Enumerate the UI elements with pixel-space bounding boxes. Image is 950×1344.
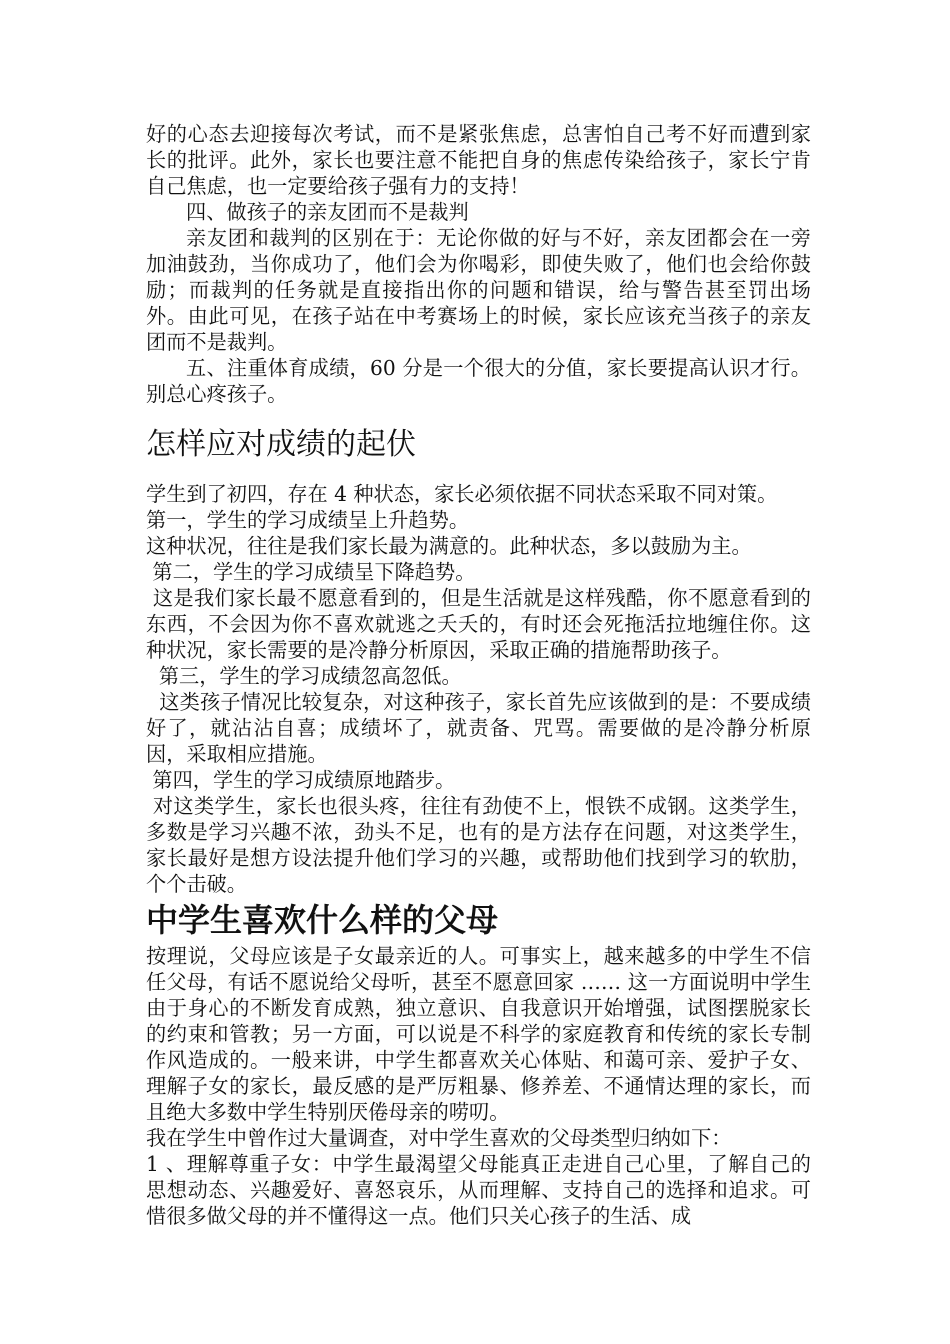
paragraph: 这是我们家长最不愿意看到的，但是生活就是这样残酷，你不愿意看到的东西，不会因为你不喜欢就逃之夭夭的，有时还会死拖活拉地缠住你。这种状况，家长需要的是冷静分析原因，采取正确的措施帮助孩子。 [146,586,811,662]
paragraph: 这类孩子情况比较复杂，对这种孩子，家长首先应该做到的是：不要成绩好了，就沾沾自喜；成绩坏了，就责备、咒骂。需要做的是冷静分析原因，采取相应措施。 [146,690,811,766]
paragraph: 按理说，父母应该是子女最亲近的人。可事实上，越来越多的中学生不信任父母，有话不愿说给父母听，甚至不愿意回家 …… 这一方面说明中学生由于身心的不断发育成熟，独立意识、自我意识开始增强，试图摆脱家长的约束和管教；另一方面，可以说是不科学的家庭教育和传统的家长专制作风造成的。一般来讲，中学生都喜欢关心体贴、和蔼可亲、爱护子女、理解子女的家长，最反感的是严厉粗暴、修养差、不通情达理的家长，而且绝大多数中学生特别厌倦母亲的唠叨。 [146,944,811,1124]
paragraph: 第一，学生的学习成绩呈上升趋势。 [146,508,470,532]
intro-continuation: 好的心态去迎接每次考试，而不是紧张焦虑，总害怕自己考不好而遭到家长的批评。此外，家长也要注意不能把自身的焦虑传染给孩子，家长宁肯自己焦虑，也一定要给孩子强有力的支持！ [146,122,811,198]
paragraph: 第四，学生的学习成绩原地踏步。 [146,768,456,792]
paragraph: 1 、理解尊重子女：中学生最渴望父母能真正走进自己心里，了解自己的思想动态、兴趣爱好、喜怒哀乐，从而理解、支持自己的选择和追求。可惜很多做父母的并不懂得这一点。他们只关心孩子的生活、成 [146,1152,811,1228]
section-heading-preferred-parents: 中学生喜欢什么样的父母 [146,901,499,939]
paragraph: 我在学生中曾作过大量调查，对中学生喜欢的父母类型归纳如下： [146,1126,732,1150]
point-4-body: 亲友团和裁判的区别在于：无论你做的好与不好，亲友团都会在一旁加油鼓劲，当你成功了，他们会为你喝彩，即使失败了，他们也会给你鼓励；而裁判的任务就是直接指出你的问题和错误，给与警告甚至罚出场外。由此可见，在孩子站在中考赛场上的时候，家长应该充当孩子的亲友团而不是裁判。 [146,226,811,354]
point-5: 五、注重体育成绩，60 分是一个很大的分值，家长要提高认识才行。别总心疼孩子。 [146,356,811,406]
paragraph: 这种状况，往往是我们家长最为满意的。此种状态，多以鼓励为主。 [146,534,752,558]
section-heading-score-fluctuation: 怎样应对成绩的起伏 [146,427,416,462]
paragraph: 第三，学生的学习成绩忽高忽低。 [146,664,462,688]
document-page [146,121,811,1229]
paragraph: 学生到了初四，存在 4 种状态，家长必须依据不同状态采取不同对策。 [146,482,778,506]
point-4-title: 四、做孩子的亲友团而不是裁判 [186,200,469,224]
paragraph: 第二，学生的学习成绩呈下降趋势。 [146,560,476,584]
paragraph: 对这类学生，家长也很头疼，往往有劲使不上，恨铁不成钢。这类学生，多数是学习兴趣不浓，劲头不足，也有的是方法存在问题，对这类学生，家长最好是想方设法提升他们学习的兴趣，或帮助他们找到学习的软肋，个个击破。 [146,794,811,896]
